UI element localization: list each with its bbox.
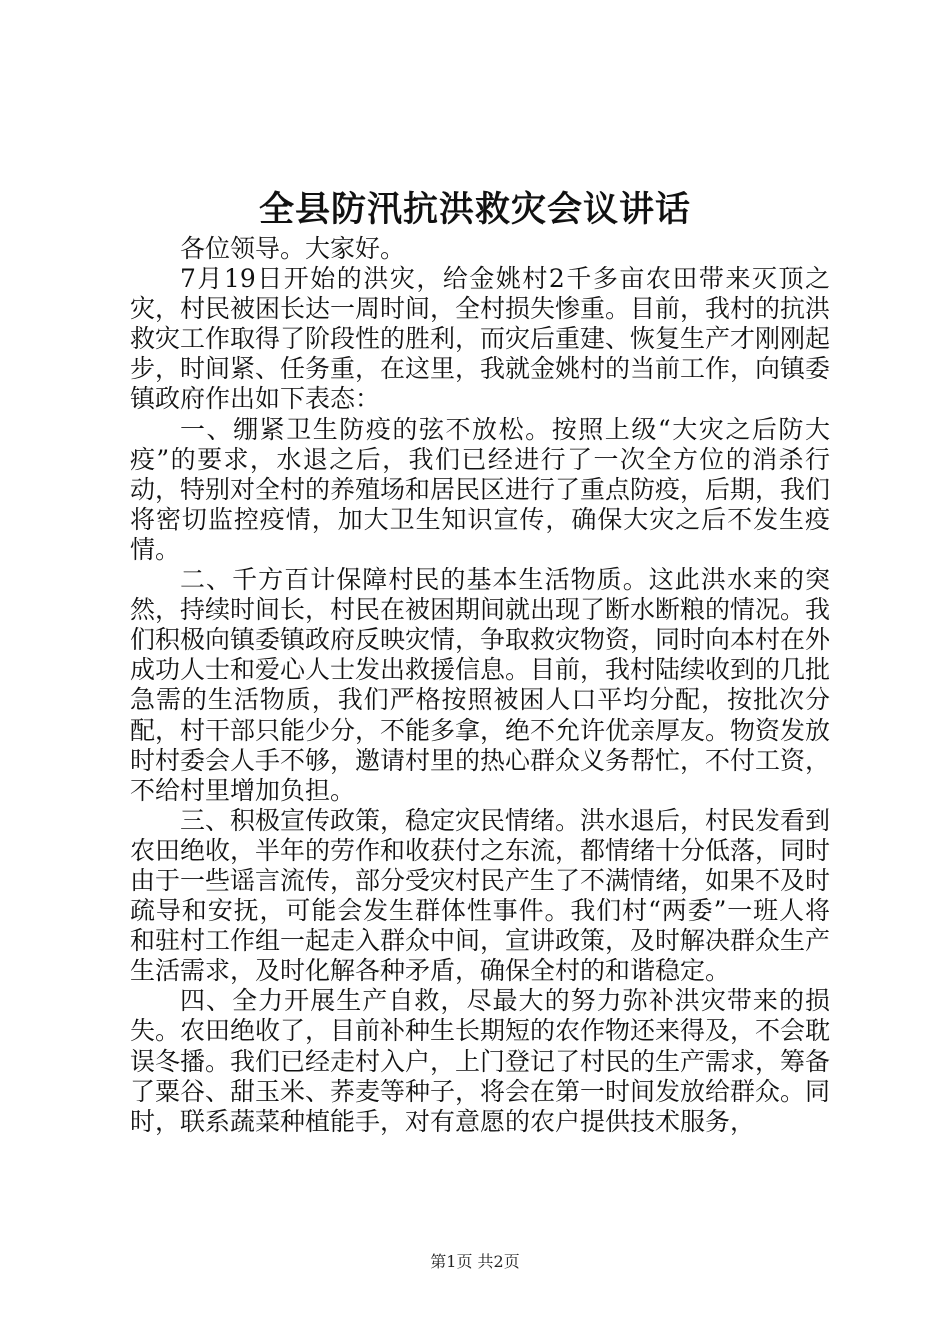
document-body [130,234,830,1137]
page-number-footer: 第1页 共2页 [430,1252,520,1271]
paragraph-point-three: 三、积极宣传政策，稳定灾民情绪。洪水退后，村民发看到农田绝收，半年的劳作和收获付之东流，都情绪十分低落，同时由于一些谣言流传，部分受灾村民产生了不满情绪，如果不及时疏导和安抚，可能会发生群体性事件。我们村“两委”一班人将和驻村工作组一起走入群众中间，宣讲政策，及时解决群众生产生活需求，及时化解各种矛盾，确保全村的和谐稳定。 [130,805,831,986]
paragraph-point-two: 二、千方百计保障村民的基本生活物质。这此洪水来的突然，持续时间长，村民在被困期间就出现了断水断粮的情况。我们积极向镇委镇政府反映灾情，争取救灾物资，同时向本村在外成功人士和爱心人士发出救援信息。目前，我村陆续收到的几批急需的生活物质，我们严格按照被困人口平均分配，按批次分配，村干部只能少分，不能多拿，绝不允许优亲厚友。物资发放时村委会人手不够，邀请村里的热心群众义务帮忙，不付工资，不给村里增加负担。 [130,565,831,805]
paragraph-intro: 7月19日开始的洪灾，给金姚村2千多亩农田带来灭顶之灾，村民被困长达一周时间，全村损失惨重。目前，我村的抗洪救灾工作取得了阶段性的胜利，而灾后重建、恢复生产才刚刚起步，时间紧、任务重，在这里，我就金姚村的当前工作，向镇委镇政府作出如下表态： [130,264,831,414]
paragraph-point-four: 四、全力开展生产自救，尽最大的努力弥补洪灾带来的损失。农田绝收了，目前补种生长期短的农作物还来得及，不会耽误冬播。我们已经走村入户，上门登记了村民的生产需求，筹备了粟谷、甜玉米、荞麦等种子，将会在第一时间发放给群众。同时，联系蔬菜种植能手，对有意愿的农户提供技术服务， [130,986,831,1136]
paragraph-greeting: 各位领导。大家好。 [180,234,406,263]
document-title: 全县防汛抗洪救灾会议讲话 [258,189,691,230]
paragraph-point-one: 一、绷紧卫生防疫的弦不放松。按照上级“大灾之后防大疫”的要求，水退之后，我们已经进行了一次全方位的消杀行动，特别对全村的养殖场和居民区进行了重点防疫，后期，我们将密切监控疫情，加大卫生知识宣传，确保大灾之后不发生疫情。 [130,414,831,564]
